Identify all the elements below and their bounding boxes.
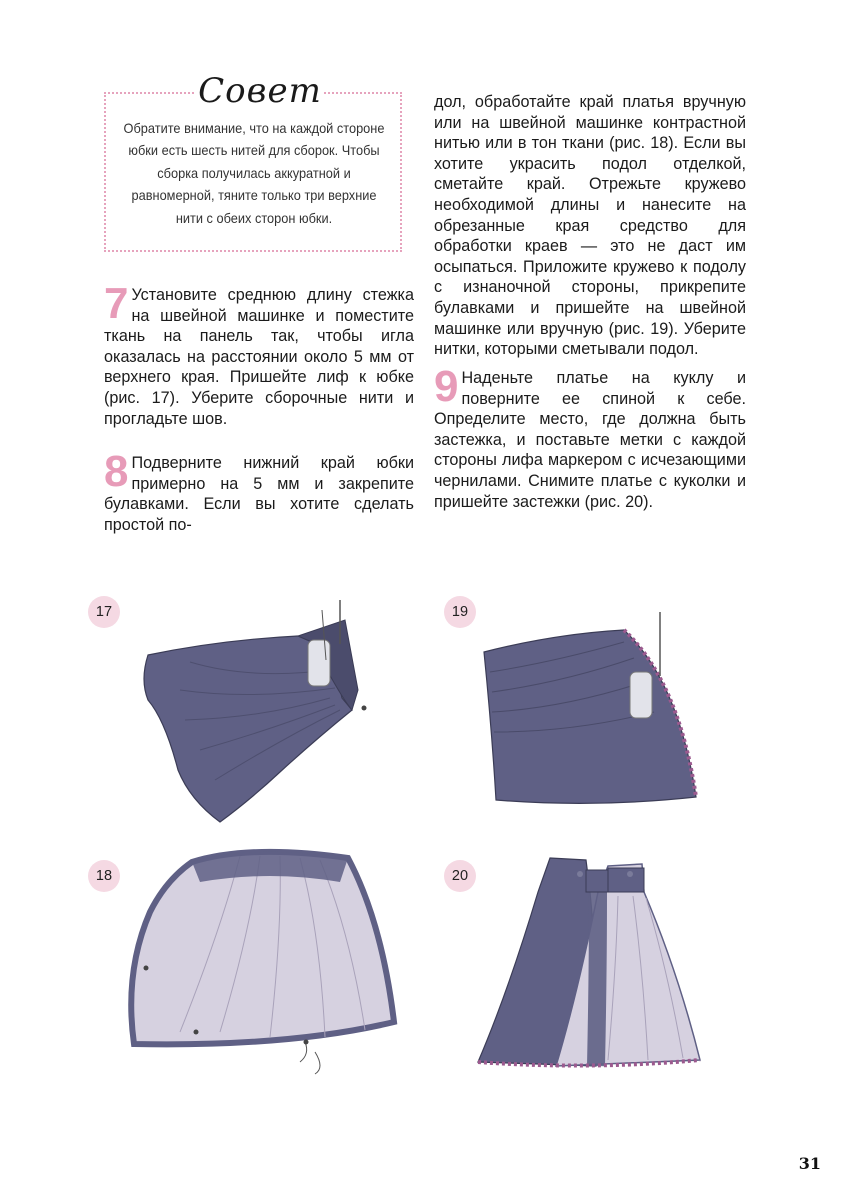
figure-17-label: 17 <box>88 596 120 628</box>
step-9 <box>434 362 746 512</box>
step-8-text-part1: Подверните нижний край юбки примерно на 5 мм и закрепите булавками. Если вы хотите сделать простой по- <box>104 454 414 534</box>
figure-18-label: 18 <box>88 860 120 892</box>
step-8-text-part2: дол, обработайте край платья вручную или на швейной машинке контрастной нитью или в тон ткани (рис. 18). Если вы хотите украсить подол отделкой, сметайте край. Отрежьте кружево необходимой длины и нанесите на обрезанные края средство для обработки краев — это не даст им осыпаться. Приложите кружево к подолу с изнаночной стороны, прикрепите булавками и пришейте на швейной машинке или вручную (рис. 19). Уберите нитки, которыми сметывали подол. <box>434 93 746 359</box>
figure-19-illustration <box>474 612 714 822</box>
step-8-number: 8 <box>104 447 129 496</box>
step-8 <box>104 447 414 535</box>
step-8-continued <box>434 92 746 360</box>
step-9-text: Наденьте платье на куклу и поверните ее спиной к себе. Определите место, где должна быть застежка, и поставьте метки с каждой стороны лифа маркером с исчезающими чернилами. Снимите платье с куколки и пришейте застежки (рис. 20). <box>434 369 746 511</box>
figure-18-illustration <box>110 842 410 1082</box>
tip-text: Обратите внимание, что на каждой стороне юбки есть шесть нитей для сборок. Чтобы сборка получилась аккуратной и равномерной, тяните только три верхние нити с обеих сторон юбки. <box>123 121 385 226</box>
figure-20-illustration <box>468 852 708 1072</box>
page-number: 31 <box>798 1154 821 1173</box>
figure-19-label: 19 <box>444 596 476 628</box>
figure-20-label: 20 <box>444 860 476 892</box>
step-9-number: 9 <box>434 362 459 411</box>
step-7 <box>104 279 414 429</box>
tip-title: Совет <box>196 68 324 114</box>
step-7-text: Установите среднюю длину стежка на швейной машинке и поместите ткань на панель так, чтобы игла оказалась на расстоянии около 5 мм от верхнего края. Пришейте лиф к юбке (рис. 17). Уберите сборочные нити и прогладьте шов. <box>104 286 414 428</box>
step-7-number: 7 <box>104 279 129 328</box>
figure-17-illustration <box>130 600 390 830</box>
